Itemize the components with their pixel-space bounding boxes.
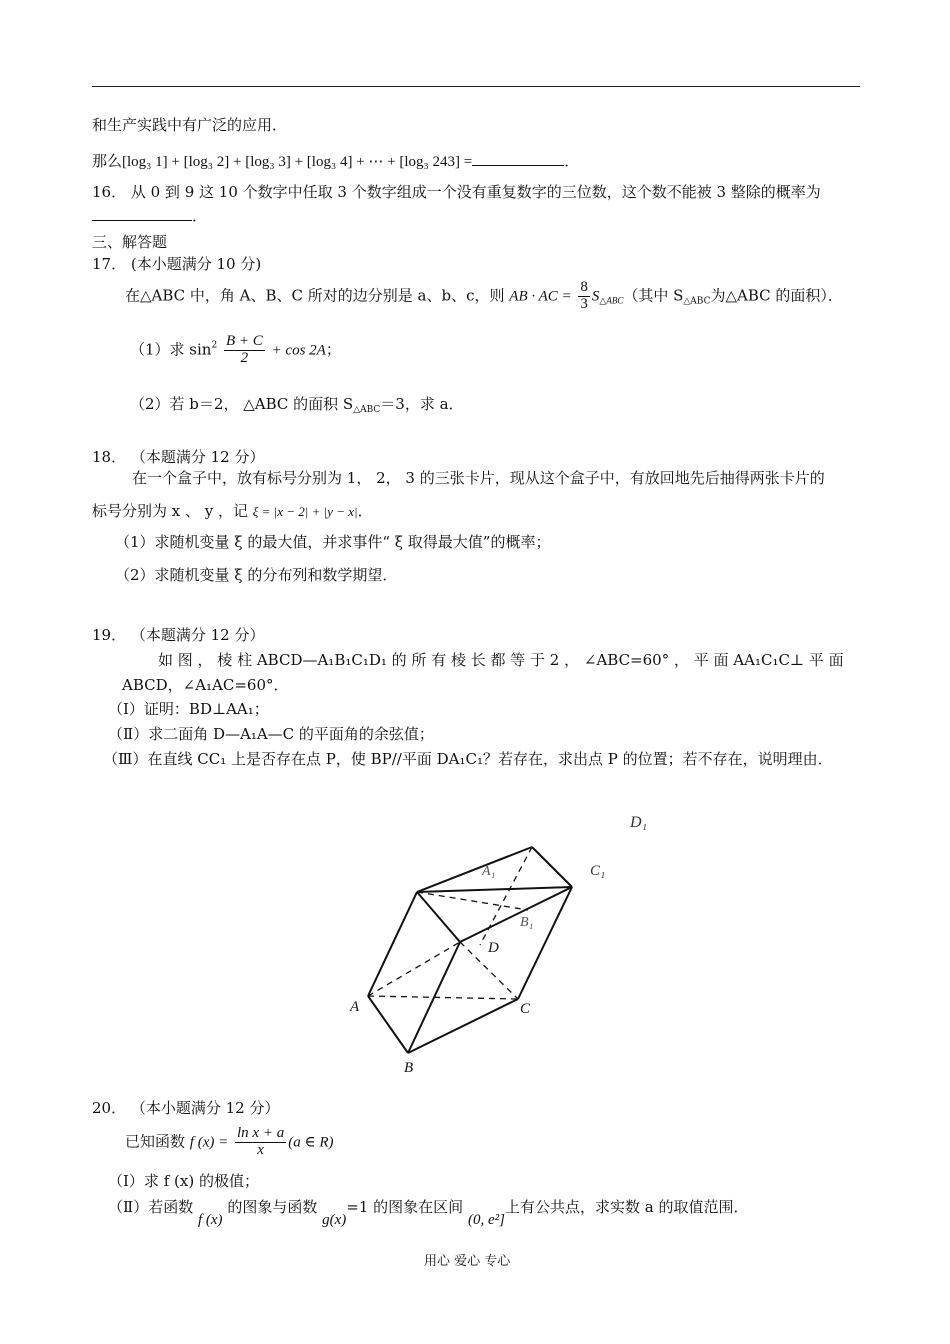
label-C: C — [520, 1001, 531, 1017]
p19-line2: ABCD，∠A₁AC=60°． — [122, 676, 289, 694]
p17-S-sub: △ABC — [599, 295, 624, 306]
edge-top-C1 — [532, 847, 572, 887]
p20-q2-text2: 的图象与函数 — [227, 1198, 318, 1216]
p15-prefix: 那么 — [92, 152, 123, 170]
p17-frac-den: 3 — [580, 295, 588, 312]
p17-q1 — [130, 334, 341, 367]
p20-q1: （Ⅰ）求 f (x) 的极值； — [108, 1172, 259, 1190]
p17-q2-text: （2）若 b＝2， △ABC 的面积 S — [130, 395, 354, 413]
p17-q1-text: （1）求 sin — [130, 340, 212, 359]
dashed-top-D — [480, 847, 532, 945]
p17-stem-end: 为△ABC 的面积）． — [710, 286, 843, 305]
page-footer: 用心 爱心 专心 — [424, 1254, 511, 1269]
edge-A-B — [368, 996, 408, 1053]
p20-stem-text: 已知函数 — [125, 1132, 186, 1151]
p17-head: 17． (本小题满分 10 分) — [92, 255, 262, 273]
p20-f-def: f (x) = — [189, 1134, 229, 1151]
p15-formula: [log₃ 1] + [log₃ 2] + [log₃ 3] + [log₃ 4] + ⋯ + [log₃ 243] = — [122, 154, 473, 170]
p17-stem — [125, 280, 843, 313]
p18-line2-text: 标号分别为 x 、 y ，记 — [92, 502, 249, 520]
p20-fraction — [235, 1126, 286, 1159]
label-B1: B₁ — [520, 915, 534, 930]
p18-head: 18． （本题满分 12 分） — [92, 448, 265, 466]
p18-line1: 在一个盒子中，放有标号分别为 1， 2， 3 的三张卡片，现从这个盒子中，有放回地先后抽得两张卡片的 — [132, 469, 825, 487]
p17-q1-end: ； — [325, 340, 341, 359]
label-B: B — [404, 1060, 414, 1076]
label-A1: A₁ — [482, 864, 496, 879]
p17-q1-cos: + cos 2A — [271, 342, 326, 359]
prism-figure — [340, 800, 660, 1080]
p17-stem-text: 在△ABC 中，角 A、B、C 所对的边分别是 a、b、c，则 — [125, 286, 505, 305]
p20-q2-g: g(x) — [322, 1212, 347, 1228]
p20-stem — [125, 1126, 333, 1159]
edge-C-C1 — [518, 887, 572, 999]
p17-frac-num: 8 — [580, 279, 588, 295]
p20-domain: (a ∈ R) — [288, 1134, 334, 1151]
p16-end: ． — [192, 207, 208, 225]
section-title: 三、解答题 — [92, 233, 168, 251]
p17-note-sub: △ABC — [683, 296, 711, 307]
p17-q2-sub: △ABC — [353, 405, 381, 415]
p20-q2-f: f (x) — [197, 1212, 223, 1228]
p19-q1: （Ⅰ）证明：BD⊥AA₁； — [108, 700, 269, 718]
edge-A1-C1 — [417, 887, 572, 892]
p18-q1: （1）求随机变量 ξ 的最大值，并求事件“ ξ 取得最大值”的概率； — [115, 533, 551, 551]
edge-B-C — [408, 999, 518, 1053]
p15-answer-blank[interactable] — [472, 151, 564, 166]
p19-line1: 如 图 ， 棱 柱 ABCD—A₁B₁C₁D₁ 的 所 有 棱 长 都 等 于 2 ， ∠ABC=60° ， 平 面 AA₁C₁C⊥ 平 面 — [158, 651, 844, 669]
p18-line2 — [92, 500, 373, 521]
p16-answer-line — [92, 205, 207, 226]
p17-S: S — [591, 288, 600, 305]
label-C1: C₁ — [590, 863, 606, 879]
p20-frac-num: ln x + a — [237, 1125, 285, 1141]
p17-q2 — [130, 393, 464, 415]
label-D: D — [488, 940, 499, 956]
p15-answer-line — [92, 150, 579, 171]
p20-frac-den: x — [257, 1141, 264, 1158]
dashed-A-C — [368, 996, 518, 999]
edge-A1-top — [417, 847, 532, 892]
p20-q2 — [108, 1196, 749, 1228]
p20-q2-text3: =1 的图象在区间 — [346, 1198, 464, 1216]
label-D1: D₁ — [630, 814, 648, 831]
p20-head: 20． （本小题满分 12 分） — [92, 1099, 280, 1117]
label-A: A — [350, 999, 360, 1015]
p18-q2: （2）求随机变量 ξ 的分布列和数学期望． — [115, 566, 398, 584]
header-rule — [92, 86, 860, 87]
p19-head: 19． （本题满分 12 分） — [92, 626, 265, 644]
p15-line1: 和生产实践中有广泛的应用． — [92, 116, 288, 134]
p19-q3: （Ⅲ）在直线 CC₁ 上是否存在点 P，使 BP//平面 DA₁C₁？若存在，求出点 P 的位置；若不存在，说明理由． — [103, 750, 833, 768]
p20-q2-interval: (0, e²] — [467, 1212, 505, 1228]
edge-D-C1 — [460, 887, 572, 942]
p16-answer-blank[interactable] — [92, 206, 192, 221]
dashed-top-B1 — [417, 892, 528, 910]
p17-q1-sup: 2 — [211, 340, 218, 351]
p15-end: ． — [564, 152, 580, 170]
p20-q2-text: （Ⅱ）若函数 — [108, 1198, 194, 1216]
p17-stem-note: （其中 S — [623, 286, 684, 305]
p17-q1-fraction — [224, 334, 265, 367]
p18-formula: ξ = |x − 2| + |y − x| — [252, 504, 358, 519]
edge-top-D — [417, 892, 460, 942]
p17-q1-num: B + C — [225, 333, 263, 349]
edge-A-top — [368, 892, 417, 996]
p19-q2: （Ⅱ）求二面角 D—A₁A—C 的平面角的余弦值； — [108, 725, 434, 743]
p17-fraction — [578, 280, 590, 313]
p16-line1: 16． 从 0 到 9 这 10 个数字中任取 3 个数字组成一个没有重复数字的三位数，这个数不能被 3 整除的概率为 — [92, 183, 821, 201]
p20-q2-end: 上有公共点，求实数 a 的取值范围． — [504, 1198, 749, 1216]
p17-q2-end: ＝3，求 a． — [380, 395, 464, 413]
p18-line2-end: ． — [357, 502, 373, 520]
p17-vector-product: AB · AC = — [509, 288, 572, 305]
p17-q1-den: 2 — [240, 349, 249, 366]
